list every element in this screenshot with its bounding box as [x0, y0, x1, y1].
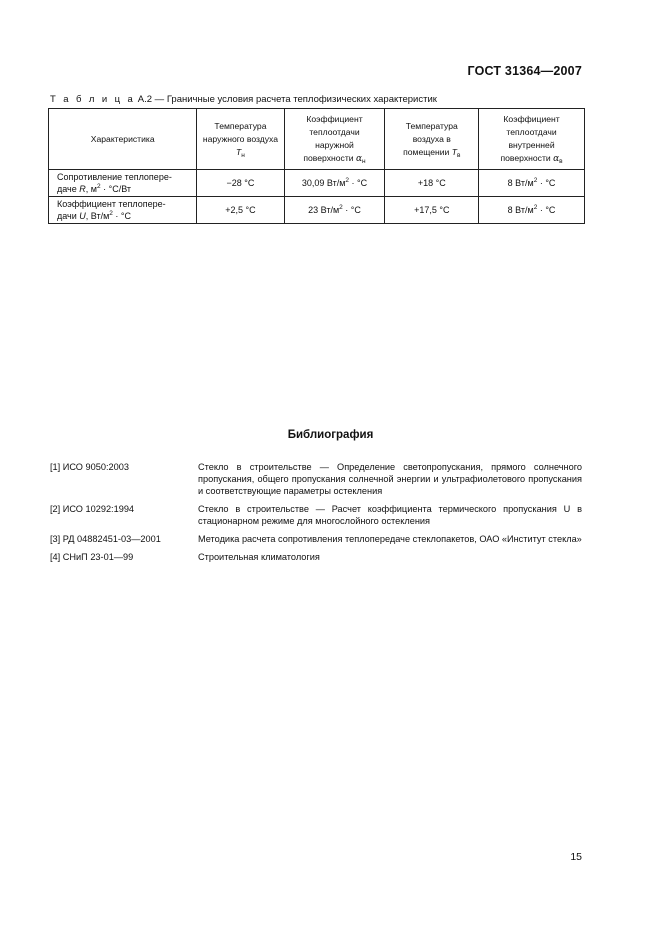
table-caption	[50, 94, 437, 105]
header-characteristic: Характеристика	[49, 109, 197, 170]
list-item	[50, 551, 582, 563]
table-row	[49, 197, 585, 224]
list-item	[50, 503, 582, 527]
bibliography-text: Методика расчета сопротивления теплопередаче стеклопакетов, ОАО «Институт стекла»	[198, 534, 582, 544]
bibliography-text: Строительная климатология	[198, 552, 320, 562]
boundary-conditions-table	[48, 108, 585, 224]
row-label-resistance: Сопротивление теплопере- даче R, $м^2 \cdot ^\circ С/Вт$	[49, 170, 197, 197]
table-row	[49, 170, 585, 197]
cell-outdoor-temp: +2,5 °С	[197, 197, 284, 224]
header-indoor-temp: Температура воздуха в помещении $T_в$	[385, 109, 479, 170]
header-inner-coefficient: Коэффициент теплоотдачи внутренней поверхности $\alpha_в$	[479, 109, 585, 170]
bibliography-ref: [2] ИСО 10292:1994	[50, 504, 135, 514]
cell-indoor-temp: +18 °С	[385, 170, 479, 197]
row-label-transmittance: Коэффициент теплопере- дачи U, $Вт/м^2 \cdot ^\circ С$	[49, 197, 197, 224]
cell-outer-coefficient: 30,09 $Вт/м^2 \cdot ^\circ С$	[284, 170, 385, 197]
cell-inner-coefficient: 8 $Вт/м^2 \cdot ^\circ С$	[479, 170, 585, 197]
page-number: 15	[570, 851, 582, 863]
cell-outdoor-temp: −28 °С	[197, 170, 284, 197]
bibliography-list	[50, 461, 582, 569]
header-outer-coefficient: Коэффициент теплоотдачи наружной поверхности $\alpha_н$	[284, 109, 385, 170]
bibliography-ref: [4] СНиП 23-01—99	[50, 552, 134, 562]
table-caption-text: А.2 — Граничные условия расчета теплофизических характеристик	[135, 94, 437, 105]
cell-indoor-temp: +17,5 °С	[385, 197, 479, 224]
bibliography-ref: [1] ИСО 9050:2003	[50, 462, 129, 472]
document-code: ГОСТ 31364—2007	[467, 64, 582, 78]
bibliography-text: Стекло в строительстве — Расчет коэффициента термического пропускания U в стационарном режиме для многослойного остекления	[198, 504, 582, 526]
bibliography-text: Стекло в строительстве — Определение светопропускания, прямого солнечного пропускания, общего пропускания солнечной энергии и ультрафиолетового пропускания и соответствующие параметры остекления	[198, 462, 582, 496]
list-item	[50, 461, 582, 497]
cell-outer-coefficient: 23 $Вт/м^2 \cdot ^\circ С$	[284, 197, 385, 224]
table-caption-prefix: Т а б л и ц а	[50, 94, 136, 105]
cell-inner-coefficient: 8 $Вт/м^2 \cdot ^\circ С$	[479, 197, 585, 224]
bibliography-ref: [3] РД 04882451-03—2001	[50, 534, 161, 544]
header-outdoor-temp: Температура наружного воздуха $T_н$	[197, 109, 284, 170]
bibliography-title: Библиография	[287, 429, 374, 441]
table-header-row	[49, 109, 585, 170]
list-item	[50, 533, 582, 545]
